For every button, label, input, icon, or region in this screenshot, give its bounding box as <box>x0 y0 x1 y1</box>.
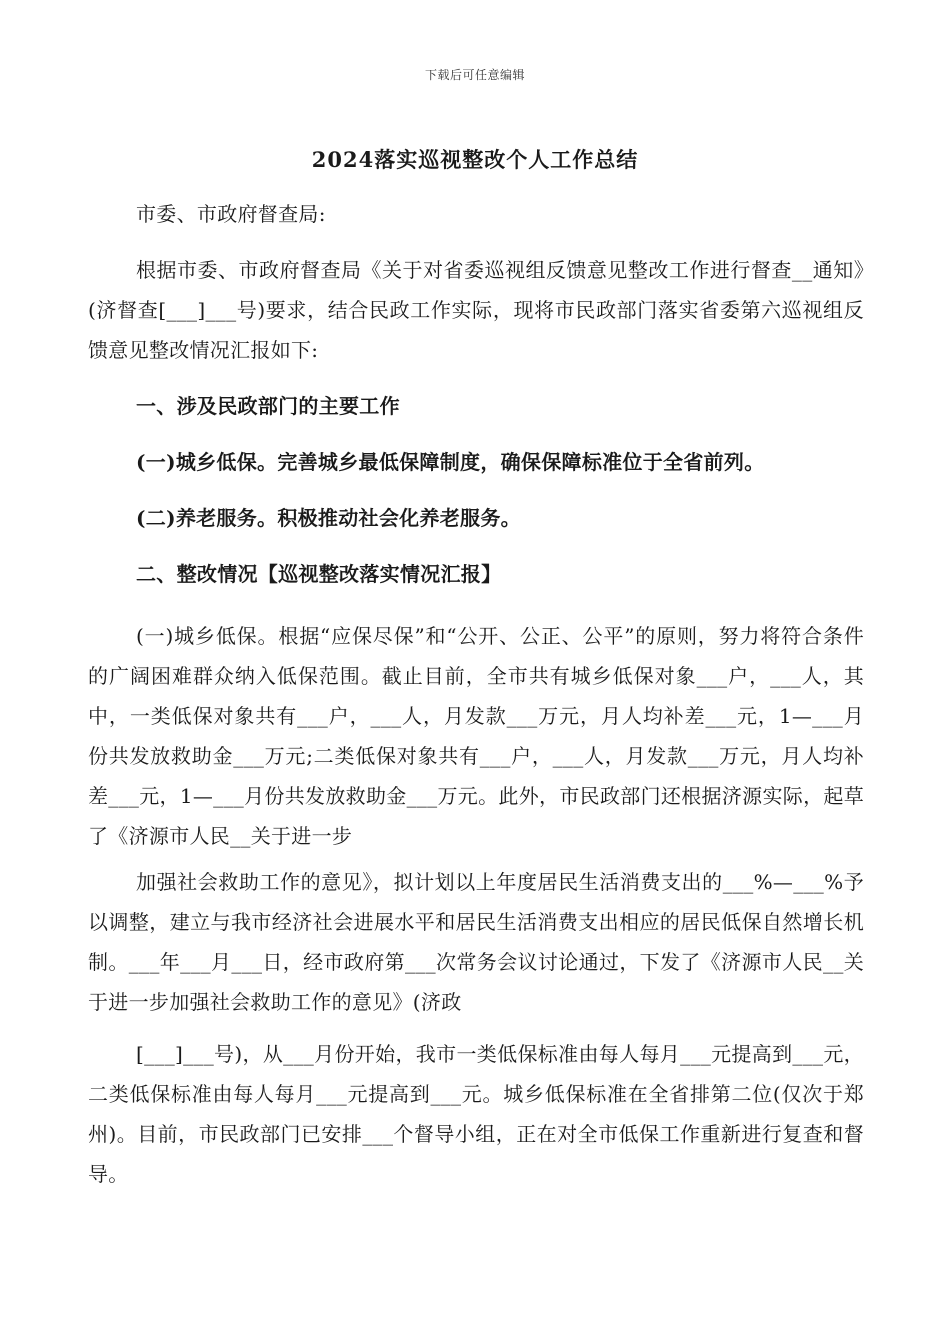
body-paragraph-3: [___]___号)，从___月份开始，我市一类低保标准由每人每月___元提高到___元，二类低保标准由每人每月___元提高到___元。城乡低保标准在全省排第二位(仅次于郑州)。目前，市民政部门已安排___个督导小组，正在对全市低保工作重新进行复查和督导。 <box>88 1042 864 1186</box>
document-title: 2024落实巡视整改个人工作总结 <box>311 147 639 172</box>
body-paragraph-1: (一)城乡低保。根据“应保尽保”和“公开、公正、公平”的原则，努力将符合条件的广阔困难群众纳入低保范围。截止目前，全市共有城乡低保对象___户，___人，其中，一类低保对象共有___户，___人，月发款___万元，月人均补差___元，1—___月份共发放救助金___万元;二类低保对象共有___户，___人，月发款___万元，月人均补差___元，1—___月份共发放救助金___万元。此外，市民政部门还根据济源实际，起草了《济源市人民__关于进一步 <box>88 624 864 848</box>
section-2-heading: 二、整改情况【巡视整改落实情况汇报】 <box>136 562 502 586</box>
section-1-heading: 一、涉及民政部门的主要工作 <box>136 394 400 418</box>
intro-paragraph: 根据市委、市政府督查局《关于对省委巡视组反馈意见整改工作进行督查__通知》(济督查[___]___号)要求，结合民政工作实际，现将市民政部门落实省委第六巡视组反馈意见整改情况汇报如下: <box>88 258 864 362</box>
salutation: 市委、市政府督查局: <box>136 202 326 226</box>
page-header-note: 下载后可任意编辑 <box>424 68 525 82</box>
section-1-item-2: (二)养老服务。积极推动社会化养老服务。 <box>136 506 521 530</box>
body-paragraph-2: 加强社会救助工作的意见》，拟计划以上年度居民生活消费支出的___%—___%予以调整，建立与我市经济社会进展水平和居民生活消费支出相应的居民低保自然增长机制。___年___月___日，经市政府第___次常务会议讨论通过，下发了《济源市人民__关于进一步加强社会救助工作的意见》(济政 <box>88 870 864 1014</box>
section-1-item-1: (一)城乡低保。完善城乡最低保障制度，确保保障标准位于全省前列。 <box>136 450 765 474</box>
